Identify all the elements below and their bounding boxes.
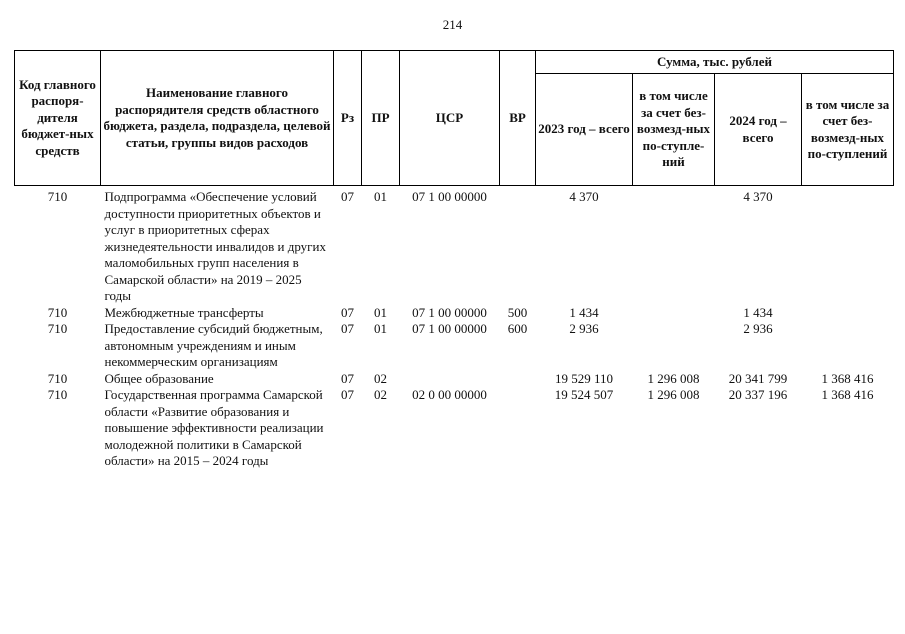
header-csr: ЦСР <box>400 51 500 186</box>
cell-2024-free: 1 368 416 <box>821 387 874 402</box>
cell-vr: 500 <box>507 304 528 320</box>
cell-vr <box>500 189 536 305</box>
header-2023-free: в том числе за счет без-возмезд-ных по-ступле-ний <box>633 74 715 186</box>
header-2023-total: 2023 год – всего <box>536 74 633 186</box>
budget-table <box>14 50 894 470</box>
table-header <box>15 51 894 186</box>
cell-code: 710 <box>47 387 68 402</box>
cell-csr: 07 1 00 00000 <box>412 304 487 320</box>
header-2024-free: в том числе за счет без-возмезд-ных по-ступлений <box>802 74 894 186</box>
cell-name: Государственная программа Самарской области «Развитие образования и повышение эффективности реализации молодежной политики в Самарской области» на 2015 – 2024 годы <box>104 387 324 468</box>
cell-2024-total: 1 434 <box>743 304 773 320</box>
cell-rz: 07 <box>341 189 354 204</box>
cell-pr: 01 <box>374 304 387 320</box>
cell-2024-free <box>802 321 894 371</box>
header-code: Код главного распоря-дителя бюджет-ных средств <box>15 51 101 186</box>
table-body <box>15 186 894 470</box>
cell-csr: 02 0 00 00000 <box>412 387 487 402</box>
cell-2023-free <box>633 189 715 305</box>
cell-2024-total: 20 341 799 <box>728 370 788 386</box>
cell-2023-free <box>633 305 715 322</box>
cell-2023-free <box>633 321 715 371</box>
cell-2024-total: 2 936 <box>743 321 773 336</box>
cell-name: Предоставление субсидий бюджетным, автономным учреждениям и иным некоммерческим организациям <box>104 321 323 369</box>
page-number: 214 <box>442 17 463 32</box>
cell-vr <box>500 387 536 470</box>
cell-2023-total: 19 524 507 <box>554 387 614 402</box>
header-name: Наименование главного распорядителя средств областного бюджета, раздела, подраздела, целевой статьи, группы видов расходов <box>101 51 334 186</box>
cell-2024-total: 20 337 196 <box>728 387 788 402</box>
header-2024-total: 2024 год – всего <box>715 74 802 186</box>
cell-2023-total: 4 370 <box>569 189 599 204</box>
cell-2024-free <box>802 305 894 322</box>
cell-name: Межбюджетные трансферты <box>104 304 264 320</box>
cell-2024-total: 4 370 <box>743 189 773 204</box>
table-row <box>15 321 894 371</box>
header-sum-group: Сумма, тыс. рублей <box>536 51 894 74</box>
cell-pr: 01 <box>374 189 387 204</box>
cell-code: 710 <box>47 321 68 336</box>
cell-2023-total: 1 434 <box>569 304 599 320</box>
cell-2023-free: 1 296 008 <box>647 387 700 402</box>
cell-vr: 600 <box>507 321 528 336</box>
table-row <box>15 305 894 322</box>
cell-name: Общее образование <box>104 370 214 386</box>
table-row <box>15 371 894 388</box>
cell-vr <box>500 371 536 388</box>
cell-code: 710 <box>47 189 68 204</box>
cell-2023-total: 19 529 110 <box>554 370 614 386</box>
cell-rz: 07 <box>341 387 354 402</box>
cell-rz: 07 <box>341 304 354 320</box>
cell-csr: 07 1 00 00000 <box>412 321 487 336</box>
cell-pr: 02 <box>374 370 387 386</box>
cell-csr <box>400 371 500 388</box>
table-row <box>15 387 894 470</box>
header-pr: ПР <box>362 51 400 186</box>
cell-2023-total: 2 936 <box>569 321 599 336</box>
table-row <box>15 189 894 305</box>
cell-rz: 07 <box>341 370 354 386</box>
cell-name: Подпрограмма «Обеспечение условий доступности приоритетных объектов и услуг в приоритетных сферах жизнедеятельности инвалидов и других маломобильных групп населения в Самарской области» на 2019 – 2025 годы <box>104 189 326 303</box>
header-vr: ВР <box>500 51 536 186</box>
cell-rz: 07 <box>341 321 354 336</box>
cell-code: 710 <box>47 370 68 386</box>
cell-2024-free: 1 368 416 <box>821 370 874 386</box>
cell-pr: 01 <box>374 321 387 336</box>
cell-2023-free: 1 296 008 <box>647 370 700 386</box>
cell-2024-free <box>802 189 894 305</box>
cell-code: 710 <box>47 304 68 320</box>
cell-pr: 02 <box>374 387 387 402</box>
header-rz: Рз <box>334 51 362 186</box>
cell-csr: 07 1 00 00000 <box>412 189 487 204</box>
